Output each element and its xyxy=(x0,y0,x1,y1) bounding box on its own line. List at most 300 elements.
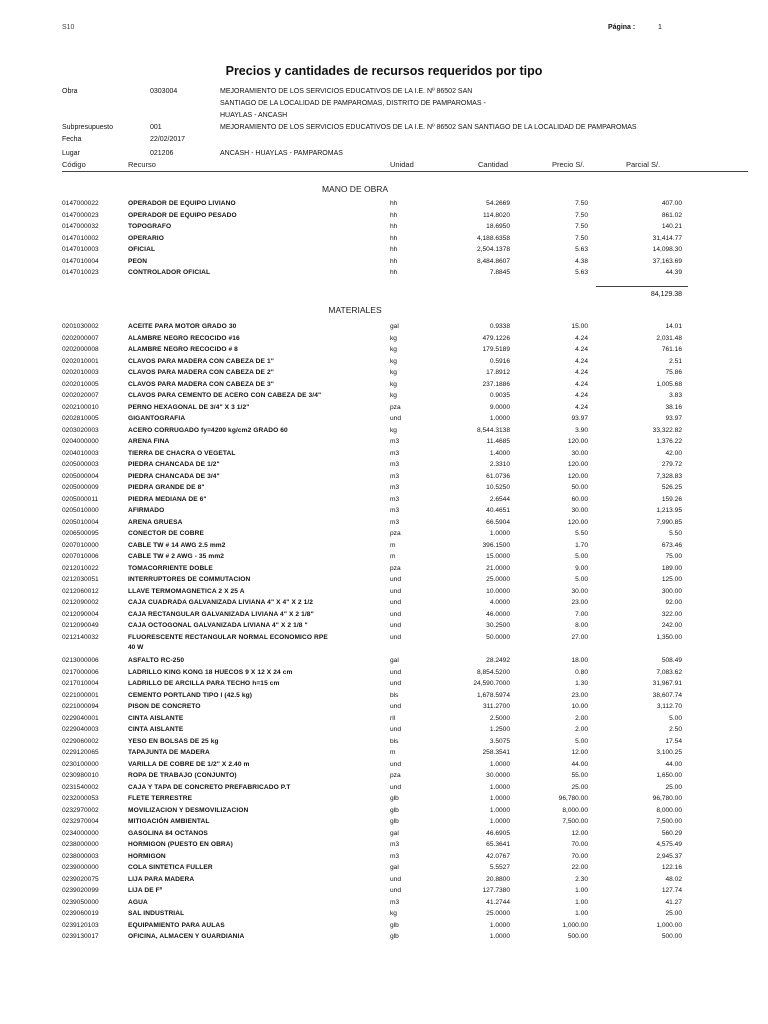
row-total: 279.72 xyxy=(661,461,682,468)
subtotal-divider xyxy=(596,286,688,287)
row-total: 322.00 xyxy=(661,610,682,618)
row-code: 0147000023 xyxy=(62,211,99,219)
row-resource: CAJA CUADRADA GALVANIZADA LIVIANA 4" X 4" X 2 1/2 xyxy=(128,599,314,606)
row-qty: 1.0000 xyxy=(489,818,510,825)
row-qty: 25.0000 xyxy=(486,576,510,583)
row-code: 0147010002 xyxy=(62,234,99,242)
obra-code: 0303004 xyxy=(150,88,178,95)
row-qty: 7.8845 xyxy=(489,269,510,276)
row-unit: pza xyxy=(390,772,401,779)
row-code: 0202100010 xyxy=(62,403,99,411)
row-total: 14.01 xyxy=(665,323,682,330)
lugar-label: Lugar xyxy=(62,150,80,157)
row-total: 7,500.00 xyxy=(656,818,682,825)
obra-desc-line-3: HUAYLAS - ANCASH xyxy=(220,112,288,119)
table-row xyxy=(0,460,768,472)
row-code: 0232000053 xyxy=(62,795,99,802)
obra-label: Obra xyxy=(62,88,78,95)
row-price: 120.00 xyxy=(567,472,588,480)
row-unit: gal xyxy=(390,829,399,837)
row-price: 4.24 xyxy=(575,369,588,376)
row-total: 7,990.85 xyxy=(656,518,682,526)
row-price: 22.00 xyxy=(571,864,588,871)
table-row xyxy=(0,552,768,564)
row-unit: und xyxy=(390,887,402,894)
row-code: 0239050000 xyxy=(62,898,99,906)
row-total: 242.00 xyxy=(661,622,682,629)
table-row xyxy=(0,679,768,691)
row-total: 33,322.82 xyxy=(652,426,682,434)
row-resource: INTERRUPTORES DE COMMUTACION xyxy=(128,576,251,583)
row-resource: ALAMBRE NEGRO RECOCIDO # 8 xyxy=(128,346,238,353)
table-row xyxy=(0,725,768,737)
report-code: S10 xyxy=(62,24,75,31)
page-number: 1 xyxy=(658,24,662,31)
row-resource: CABLE TW # 14 AWG 2.5 mm2 xyxy=(128,541,226,549)
table-row xyxy=(0,564,768,576)
row-qty: 20.8800 xyxy=(486,875,510,883)
row-qty: 4,188.6358 xyxy=(476,234,510,242)
row-price: 4.24 xyxy=(575,346,588,353)
row-unit: pza xyxy=(390,564,401,572)
row-price: 1.30 xyxy=(575,680,588,687)
table-row xyxy=(0,541,768,553)
row-resource: FLUORESCENTE RECTANGULAR NORMAL ECONOMICO RPE xyxy=(128,633,328,641)
row-total: 122.16 xyxy=(661,864,682,871)
row-unit: hh xyxy=(390,269,398,276)
row-unit: und xyxy=(390,622,402,629)
table-row xyxy=(0,234,768,246)
row-resource: GIGANTOGRAFIA xyxy=(128,415,186,422)
row-price: 23.00 xyxy=(571,691,588,699)
row-unit: kg xyxy=(390,910,397,917)
table-row xyxy=(0,886,768,898)
row-unit: m3 xyxy=(390,507,400,514)
row-resource: ARENA GRUESA xyxy=(128,518,183,526)
row-code: 0232970004 xyxy=(62,818,99,825)
table-row xyxy=(0,199,768,211)
table-row xyxy=(0,222,768,234)
row-unit: und xyxy=(390,875,402,883)
row-unit: m3 xyxy=(390,518,400,526)
table-row xyxy=(0,391,768,403)
row-code: 0202810005 xyxy=(62,415,99,422)
row-resource: PIEDRA CHANCADA DE 3/4" xyxy=(128,472,220,480)
row-qty: 0.5916 xyxy=(489,357,510,365)
row-unit: glb xyxy=(390,806,399,814)
row-total: 1,213.95 xyxy=(656,507,682,514)
row-unit: kg xyxy=(390,357,397,365)
subpresupuesto-code: 001 xyxy=(150,124,162,131)
row-qty: 1.0000 xyxy=(489,760,510,768)
row-price: 30.00 xyxy=(571,449,588,457)
row-price: 15.00 xyxy=(571,323,588,330)
row-unit: pza xyxy=(390,403,401,411)
row-price: 1.00 xyxy=(575,898,588,906)
row-qty: 4.0000 xyxy=(489,599,510,606)
row-price: 3.90 xyxy=(575,426,588,434)
table-row xyxy=(0,426,768,438)
row-qty: 17.8912 xyxy=(486,369,510,376)
row-qty: 41.2744 xyxy=(486,898,510,906)
table-row xyxy=(0,598,768,610)
row-qty: 42.0767 xyxy=(486,852,510,860)
row-qty: 21.0000 xyxy=(486,564,510,572)
row-resource: PERNO HEXAGONAL DE 3/4" X 3 1/2" xyxy=(128,403,250,411)
row-resource: CAJA Y TAPA DE CONCRETO PREFABRICADO P.T xyxy=(128,783,291,791)
row-resource: OPERARIO xyxy=(128,234,164,242)
row-unit: m3 xyxy=(390,841,400,848)
row-code: 0239020075 xyxy=(62,875,99,883)
table-row xyxy=(0,909,768,921)
table-row xyxy=(0,748,768,760)
row-unit: hh xyxy=(390,200,398,207)
row-unit: und xyxy=(390,599,402,606)
row-unit: kg xyxy=(390,346,397,353)
row-code: 0147010023 xyxy=(62,269,99,276)
row-code: 0202010005 xyxy=(62,380,99,388)
row-resource: LADRILLO DE ARCILLA PARA TECHO h=15 cm xyxy=(128,680,280,687)
column-header-resource: Recurso xyxy=(128,160,156,169)
row-code: 0230100000 xyxy=(62,760,99,768)
row-unit: und xyxy=(390,668,402,676)
row-qty: 65.3641 xyxy=(486,841,510,848)
table-row xyxy=(0,322,768,334)
table-row xyxy=(0,518,768,530)
row-price: 30.00 xyxy=(571,507,588,514)
row-code: 0201030002 xyxy=(62,323,99,330)
table-row xyxy=(0,875,768,887)
row-resource: PIEDRA CHANCADA DE 1/2" xyxy=(128,461,220,468)
row-code: 0234000000 xyxy=(62,829,99,837)
row-total: 508.49 xyxy=(661,657,682,664)
row-code: 0202010001 xyxy=(62,357,99,365)
row-code: 0231540002 xyxy=(62,783,99,791)
row-qty: 0.9035 xyxy=(489,392,510,399)
row-unit: hh xyxy=(390,234,398,242)
table-row xyxy=(0,368,768,380)
row-total: 25.00 xyxy=(665,910,682,917)
row-resource: CEMENTO PORTLAND TIPO I (42.5 kg) xyxy=(128,691,253,699)
row-qty: 1.0000 xyxy=(489,921,510,929)
row-qty: 11.4685 xyxy=(486,438,510,445)
table-row xyxy=(0,806,768,818)
row-total: 42.00 xyxy=(665,449,682,457)
row-qty: 179.5189 xyxy=(482,346,510,353)
table-row xyxy=(0,211,768,223)
row-unit: und xyxy=(390,760,402,768)
row-total: 96,780.00 xyxy=(652,795,682,802)
row-unit: m3 xyxy=(390,438,400,445)
row-total: 7,328.83 xyxy=(656,472,682,480)
row-price: 10.00 xyxy=(571,703,588,710)
row-price: 8,000.00 xyxy=(562,806,588,814)
row-qty: 1.0000 xyxy=(489,933,510,940)
row-total: 75.00 xyxy=(665,553,682,560)
table-row xyxy=(0,472,768,484)
table-row xyxy=(0,863,768,875)
row-qty: 40.4651 xyxy=(486,507,510,514)
lugar-code: 021206 xyxy=(150,150,174,157)
table-row xyxy=(0,702,768,714)
row-unit: gal xyxy=(390,657,399,664)
row-qty: 396.1500 xyxy=(482,541,510,549)
row-resource: YESO EN BOLSAS DE 25 kg xyxy=(128,737,219,745)
table-row xyxy=(0,633,768,645)
row-total: 2,031.48 xyxy=(656,334,682,342)
row-qty: 46.0000 xyxy=(486,610,510,618)
obra-desc-line-2: SANTIAGO DE LA LOCALIDAD DE PAMPAROMAS, DISTRITO DE PAMPAROMAS - xyxy=(220,100,486,107)
row-unit: und xyxy=(390,726,402,733)
row-code: 0213000006 xyxy=(62,657,99,664)
row-unit: und xyxy=(390,576,402,583)
row-resource: PIEDRA MEDIANA DE 6" xyxy=(128,495,207,503)
column-header-total: Parcial S/. xyxy=(626,160,661,169)
row-resource: PIEDRA GRANDE DE 8" xyxy=(128,484,205,491)
subpresupuesto-label: Subpresupuesto xyxy=(62,124,113,131)
table-row xyxy=(0,437,768,449)
row-qty: 25.0000 xyxy=(486,910,510,917)
row-total: 44.00 xyxy=(665,760,682,768)
row-price: 120.00 xyxy=(567,518,588,526)
row-total: 2,945.37 xyxy=(656,852,682,860)
row-unit: glb xyxy=(390,921,399,929)
row-unit: hh xyxy=(390,257,398,265)
table-row xyxy=(0,587,768,599)
row-price: 8.00 xyxy=(575,622,588,629)
row-qty: 15.0000 xyxy=(486,553,510,560)
column-header-code: Código xyxy=(62,160,86,169)
row-resource: CINTA AISLANTE xyxy=(128,726,184,733)
row-resource: CLAVOS PARA CEMENTO DE ACERO CON CABEZA DE 3/4" xyxy=(128,392,322,399)
row-qty: 0.9338 xyxy=(489,323,510,330)
row-total: 7,083.62 xyxy=(656,668,682,676)
row-price: 30.00 xyxy=(571,587,588,595)
row-price: 4.38 xyxy=(575,257,588,265)
row-price: 1,000.00 xyxy=(562,921,588,929)
row-resource: FLETE TERRESTRE xyxy=(128,795,193,802)
row-code: 0221000001 xyxy=(62,691,99,699)
fecha-value: 22/02/2017 xyxy=(150,136,186,143)
row-price: 7.50 xyxy=(575,234,588,242)
row-price: 9.00 xyxy=(575,564,588,572)
row-price: 44.00 xyxy=(571,760,588,768)
row-total: 44.39 xyxy=(665,269,682,276)
row-resource: MOVILIZACION Y DESMOVILIZACION xyxy=(128,806,249,814)
row-qty: 114.8020 xyxy=(482,211,510,219)
table-row xyxy=(0,483,768,495)
row-qty: 30.2500 xyxy=(486,622,510,629)
row-price: 7,500.00 xyxy=(562,818,588,825)
row-unit: rll xyxy=(390,714,396,722)
row-unit: m3 xyxy=(390,449,400,457)
row-price: 5.63 xyxy=(575,269,588,276)
row-price: 1.00 xyxy=(575,887,588,894)
row-price: 5.00 xyxy=(575,553,588,560)
row-price: 70.00 xyxy=(571,841,588,848)
row-qty: 66.5904 xyxy=(486,518,510,526)
row-total: 31,967.91 xyxy=(652,680,682,687)
row-unit: m3 xyxy=(390,898,400,906)
row-qty: 8,544.3138 xyxy=(476,426,510,434)
obra-desc-line-1: MEJORAMIENTO DE LOS SERVICIOS EDUCATIVOS DE LA I.E. Nº 86502 SAN xyxy=(220,88,473,95)
column-header-unit: Unidad xyxy=(390,160,414,169)
column-header-qty: Cantidad xyxy=(478,160,509,169)
row-unit: m3 xyxy=(390,495,400,503)
row-code: 0202010003 xyxy=(62,369,99,376)
row-qty: 18.6950 xyxy=(486,223,510,230)
row-code: 0202000007 xyxy=(62,334,99,342)
row-resource: CONECTOR DE COBRE xyxy=(128,530,204,537)
row-code: 0232970002 xyxy=(62,806,99,814)
fecha-label: Fecha xyxy=(62,136,82,143)
row-qty: 1.0000 xyxy=(489,415,510,422)
row-total: 560.29 xyxy=(661,829,682,837)
table-row xyxy=(0,921,768,933)
row-total: 5.00 xyxy=(669,714,682,722)
table-row xyxy=(0,506,768,518)
row-price: 12.00 xyxy=(571,749,588,756)
row-resource: LADRILLO KING KONG 18 HUECOS 9 X 12 X 24 cm xyxy=(128,668,293,676)
row-qty: 237.1886 xyxy=(482,380,510,388)
row-price: 120.00 xyxy=(567,461,588,468)
table-row xyxy=(0,245,768,257)
row-qty: 61.0736 xyxy=(486,472,510,480)
row-total: 3,100.25 xyxy=(656,749,682,756)
row-total: 407.00 xyxy=(661,200,682,207)
row-unit: kg xyxy=(390,380,397,388)
row-unit: m3 xyxy=(390,484,400,491)
row-total: 1,005.68 xyxy=(656,380,682,388)
row-qty: 1.0000 xyxy=(489,530,510,537)
row-price: 4.24 xyxy=(575,392,588,399)
row-total: 25.00 xyxy=(665,783,682,791)
row-price: 7.50 xyxy=(575,200,588,207)
row-total: 159.26 xyxy=(661,495,682,503)
row-price: 1.70 xyxy=(575,541,588,549)
row-code: 0238000003 xyxy=(62,852,99,860)
column-header-price: Precio S/. xyxy=(552,160,585,169)
table-row xyxy=(0,345,768,357)
row-qty: 10.5250 xyxy=(486,484,510,491)
row-total: 500.00 xyxy=(661,933,682,940)
row-code: 0147010003 xyxy=(62,246,99,253)
row-unit: bls xyxy=(390,737,399,745)
row-code: 0147010004 xyxy=(62,257,99,265)
row-unit: und xyxy=(390,680,402,687)
row-code: 0230980010 xyxy=(62,772,99,779)
row-unit: m3 xyxy=(390,852,400,860)
row-resource: COLA SINTETICA FULLER xyxy=(128,864,213,871)
row-total: 1,000.00 xyxy=(656,921,682,929)
row-unit: und xyxy=(390,587,402,595)
table-row xyxy=(0,840,768,852)
row-total: 92.00 xyxy=(665,599,682,606)
row-total: 127.74 xyxy=(661,887,682,894)
row-total: 189.00 xyxy=(661,564,682,572)
row-total: 673.46 xyxy=(661,541,682,549)
row-resource: AFIRMADO xyxy=(128,507,165,514)
row-unit: und xyxy=(390,703,402,710)
row-unit: kg xyxy=(390,334,397,342)
table-row xyxy=(0,714,768,726)
row-code: 0205010004 xyxy=(62,518,99,526)
table-row xyxy=(0,449,768,461)
row-resource: PEON xyxy=(128,257,148,265)
row-total: 4,575.49 xyxy=(656,841,682,848)
row-price: 7.00 xyxy=(575,610,588,618)
row-total: 861.02 xyxy=(661,211,682,219)
row-resource: TIERRA DE CHACRA O VEGETAL xyxy=(128,449,236,457)
row-price: 55.00 xyxy=(571,772,588,779)
header-divider xyxy=(62,171,748,172)
row-unit: m3 xyxy=(390,461,400,468)
row-code: 0203020003 xyxy=(62,426,99,434)
row-qty: 2,504.1378 xyxy=(476,246,510,253)
row-total: 41.27 xyxy=(665,898,682,906)
row-total: 140.21 xyxy=(661,223,682,230)
row-price: 23.00 xyxy=(571,599,588,606)
row-price: 500.00 xyxy=(567,933,588,940)
row-qty: 1.4000 xyxy=(489,449,510,457)
row-resource: LIJA PARA MADERA xyxy=(128,875,195,883)
row-price: 12.00 xyxy=(571,829,588,837)
row-code: 0212060012 xyxy=(62,587,99,595)
table-row xyxy=(0,932,768,944)
row-price: 5.50 xyxy=(575,530,588,537)
resource-continuation-line: 40 W xyxy=(128,644,144,651)
row-resource: HORMIGON xyxy=(128,852,166,860)
row-price: 5.63 xyxy=(575,246,588,253)
row-qty: 8,484.8607 xyxy=(476,257,510,265)
row-unit: und xyxy=(390,610,402,618)
row-total: 1,350.00 xyxy=(656,633,682,641)
mano-de-obra-subtotal: 84,129.38 xyxy=(650,291,682,298)
row-qty: 479.1226 xyxy=(482,334,510,342)
row-resource: ROPA DE TRABAJO (CONJUNTO) xyxy=(128,772,237,779)
row-code: 0239000000 xyxy=(62,864,99,871)
row-total: 3,112.70 xyxy=(656,703,682,710)
row-price: 4.24 xyxy=(575,334,588,342)
subpresupuesto-desc: MEJORAMIENTO DE LOS SERVICIOS EDUCATIVOS DE LA I.E. Nº 86502 SAN SANTIAGO DE LA LOCALIDAD DE PAMPAROMAS xyxy=(220,124,637,131)
table-row xyxy=(0,610,768,622)
row-qty: 28.2492 xyxy=(486,657,510,664)
row-resource: ACEITE PARA MOTOR GRADO 30 xyxy=(128,323,237,330)
row-code: 0229040003 xyxy=(62,726,99,733)
row-total: 526.25 xyxy=(661,484,682,491)
row-unit: gal xyxy=(390,323,399,330)
row-price: 7.50 xyxy=(575,211,588,219)
row-qty: 1.0000 xyxy=(489,806,510,814)
row-unit: hh xyxy=(390,211,398,219)
row-code: 0204010003 xyxy=(62,449,99,457)
row-code: 0206500095 xyxy=(62,530,99,537)
row-code: 0239120103 xyxy=(62,921,99,929)
row-unit: und xyxy=(390,783,402,791)
row-qty: 1.2500 xyxy=(489,726,510,733)
row-total: 75.86 xyxy=(665,369,682,376)
row-price: 50.00 xyxy=(571,484,588,491)
row-unit: hh xyxy=(390,223,398,230)
row-total: 8,000.00 xyxy=(656,806,682,814)
row-resource: ARENA FINA xyxy=(128,438,170,445)
row-total: 93.97 xyxy=(665,415,682,422)
table-row xyxy=(0,529,768,541)
row-code: 0229060002 xyxy=(62,737,99,745)
row-code: 0205000009 xyxy=(62,484,99,491)
row-total: 14,098.30 xyxy=(652,246,682,253)
row-qty: 10.0000 xyxy=(486,587,510,595)
